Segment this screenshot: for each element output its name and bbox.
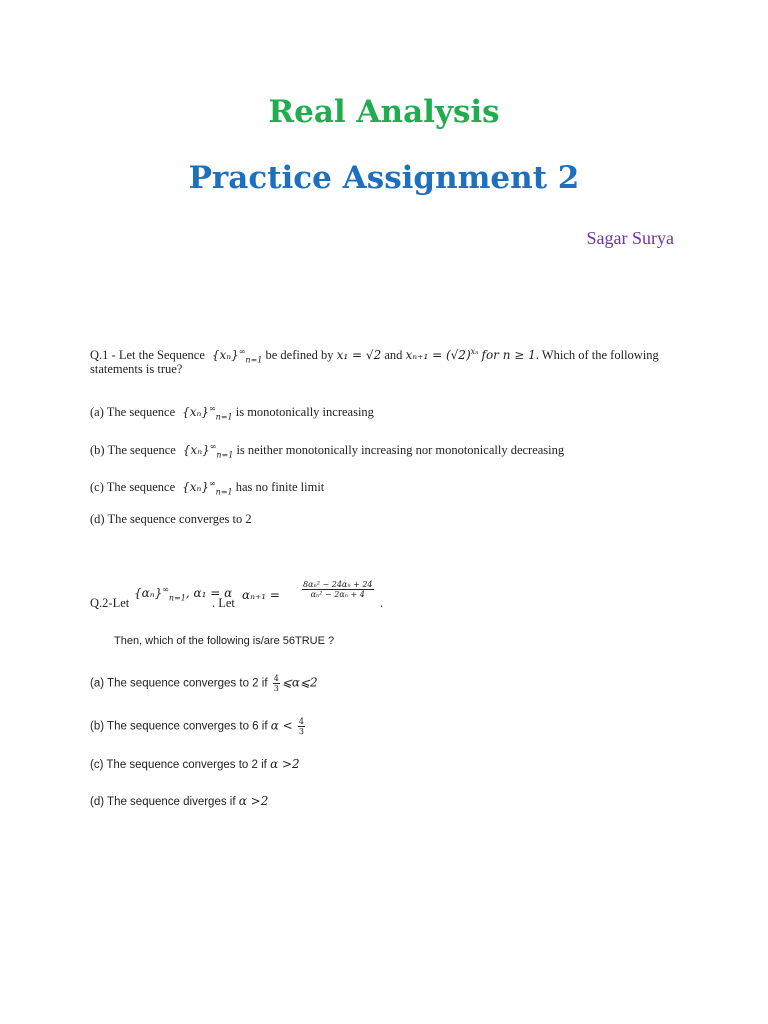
q1-option-b-seq xyxy=(179,442,234,460)
q1-option-b-seq-text: {xₙ} xyxy=(182,443,210,457)
author-name: Sagar Surya xyxy=(586,228,674,248)
q1-and: and xyxy=(384,348,403,362)
q2-an1: αₙ₊₁ = xyxy=(242,588,280,602)
document-title: Real Analysis xyxy=(268,94,500,130)
q2-option-a-frac-den: 3 xyxy=(273,684,279,693)
q1-recursion-exp: xₙ xyxy=(470,347,479,356)
q2-option-b-cond: if xyxy=(261,720,268,733)
q2-option-c-math: α >2 xyxy=(270,757,300,771)
q2-option-b-frac xyxy=(298,717,305,736)
q2-option-a-frac-num: 4 xyxy=(273,674,279,683)
q2-frac-den: αₙ² − 2αₙ + 4 xyxy=(310,590,365,599)
q2-option-b-frac-num: 4 xyxy=(298,717,304,726)
q1-seq-sup: ∞ xyxy=(238,347,246,356)
q1-option-c-sub: n=1 xyxy=(215,487,233,497)
q1-option-a-seq-text: {xₙ} xyxy=(182,405,209,419)
q1-option-b-suffix: is neither monotonically increasing nor monotonically decreasing xyxy=(236,443,565,457)
q2-option-a-frac xyxy=(273,674,280,693)
q2-seq-text: {αₙ} xyxy=(134,586,163,600)
q2-then: Then, which of the following is/are 56TRUE ? xyxy=(114,635,335,647)
q2-option-a xyxy=(90,674,318,693)
q1-seq-text: {xₙ} xyxy=(211,348,239,362)
q1-for: for n ≥ 1 xyxy=(481,348,536,362)
q1-option-b-sub: n=1 xyxy=(216,450,234,460)
q1-seq-sub: n=1 xyxy=(245,355,263,365)
q1-recursion-base: xₙ₊₁ = (√2) xyxy=(405,348,471,362)
q1-option-c-suffix: has no finite limit xyxy=(235,480,325,494)
q2-lead: Q.2-Let xyxy=(90,596,130,610)
q1-option-c-prefix: (c) The sequence xyxy=(90,480,176,494)
q1-option-b-sup: ∞ xyxy=(209,442,217,451)
q1-option-a xyxy=(90,401,374,424)
q2-option-b-frac-den: 3 xyxy=(298,727,304,736)
q1-statement-line2: statements is true? xyxy=(90,362,183,376)
q1-seq xyxy=(208,347,263,365)
q1-option-c xyxy=(90,476,324,499)
q1-x1-def: x₁ = √2 xyxy=(336,348,382,362)
q2-option-d-text: (d) The sequence diverges if xyxy=(90,796,236,808)
q1-lead: Q.1 - Let the Sequence xyxy=(90,348,205,362)
q1-option-b xyxy=(90,439,564,462)
document-subtitle: Practice Assignment 2 xyxy=(188,160,580,196)
q2-option-b-math: α < xyxy=(270,718,293,733)
q2-option-a-cond: if xyxy=(261,677,268,690)
q1-mid: be defined by xyxy=(265,348,334,362)
q1-tail: . Which of the following xyxy=(535,348,659,362)
q1-option-a-sub: n=1 xyxy=(215,412,233,422)
q1-option-a-sup: ∞ xyxy=(209,404,216,413)
q2-seq-tail: , α₁ = α xyxy=(185,586,233,600)
q1-option-c-seq-text: {xₙ} xyxy=(182,480,209,494)
q2-fraction xyxy=(302,580,374,599)
q1-option-a-seq xyxy=(178,404,233,422)
q1-option-c-sup: ∞ xyxy=(209,479,216,488)
q1-option-a-prefix: (a) The sequence xyxy=(90,405,176,419)
q1-recursion xyxy=(406,348,479,362)
q2-option-b-text: (b) The sequence converges to 6 xyxy=(90,720,259,733)
q2-frac-num: 8αₙ² − 24αₙ + 24 xyxy=(303,580,373,589)
q2-option-b xyxy=(90,717,307,736)
q2-option-c xyxy=(90,757,300,773)
q1-option-a-suffix: is monotonically increasing xyxy=(235,405,374,419)
q2-seq-sup: ∞ xyxy=(162,585,169,594)
q2-seq-sub: n=1 xyxy=(168,593,186,603)
q1-option-b-prefix: (b) The sequence xyxy=(90,443,176,457)
q2-option-a-math: ⩽α⩽2 xyxy=(281,675,318,690)
q1-option-d: (d) The sequence converges to 2 xyxy=(90,512,252,526)
q2-option-d-math: α >2 xyxy=(238,794,269,808)
q2-option-a-text: (a) The sequence converges to 2 xyxy=(90,677,259,690)
q1-option-c-seq xyxy=(178,479,233,497)
q2-let: . Let xyxy=(212,596,235,610)
q2-option-d xyxy=(90,794,268,810)
q2-end: . xyxy=(380,596,384,610)
q2-option-c-text: (c) The sequence converges to 2 if xyxy=(90,759,267,771)
